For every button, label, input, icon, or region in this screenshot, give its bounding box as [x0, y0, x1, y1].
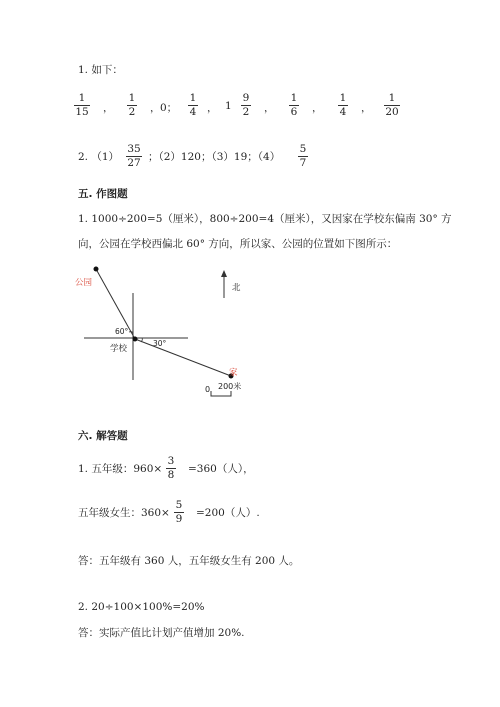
- fraction: $\frac{1}{15}$: [75, 92, 89, 118]
- park-point: [94, 267, 99, 272]
- q1-suffix: =360（人），: [188, 463, 254, 475]
- north-arrow-icon: [221, 270, 227, 277]
- separator: ，: [150, 102, 161, 114]
- north-label: 北: [232, 283, 241, 293]
- separator: ，: [312, 102, 323, 114]
- scale-bar: [211, 391, 231, 396]
- separator: ，: [207, 102, 218, 114]
- separator: ，: [103, 102, 114, 114]
- paragraph-line: 1. 1000÷200=5（厘米），800÷200=4（厘米），又因家在学校东偏南 30° 方: [78, 213, 452, 225]
- scale-label: 200米: [218, 382, 242, 391]
- separator: ，: [264, 102, 275, 114]
- section-title: 五. 作图题: [78, 188, 128, 200]
- park-label: 公园: [75, 278, 93, 288]
- home-label: 家: [229, 368, 238, 378]
- fraction: $\frac{9}{2}$: [242, 92, 250, 118]
- answer-line: 答：五年级有 360 人，五年级女生有 200 人。: [78, 555, 300, 567]
- separator: 0；: [160, 102, 178, 114]
- answer-line: 答：实际产值比计划产值增加 20%.: [78, 627, 245, 639]
- paragraph-line: 向，公园在学校西偏北 60° 方向，所以家、公园的位置如下图所示：: [78, 238, 398, 250]
- school-label: 学校: [110, 344, 128, 354]
- q1b-suffix: =200（人）.: [196, 507, 260, 519]
- separator: 1: [225, 100, 232, 112]
- q1-label: 1. 如下：: [78, 64, 123, 76]
- q1-prefix: 1. 五年级：960×: [78, 463, 163, 475]
- fraction: $\frac{1}{6}$: [290, 92, 298, 118]
- school-point: [133, 337, 138, 342]
- q2-prefix: 2. （1）: [78, 151, 120, 163]
- separator: ，: [361, 102, 372, 114]
- fraction: $\frac{1}{2}$: [128, 92, 136, 118]
- fraction: $\frac{5}{9}$: [175, 499, 183, 525]
- section-title: 六. 解答题: [78, 430, 128, 442]
- fraction: $\frac{3}{8}$: [167, 455, 175, 481]
- angle-label-30: 30°: [153, 339, 167, 348]
- q1b-prefix: 五年级女生：360×: [78, 507, 170, 519]
- fraction: $\frac{35}{27}$: [127, 143, 141, 169]
- fraction: $\frac{1}{20}$: [385, 92, 399, 118]
- q2-mid: ；（2）120；（3）19；（4）: [148, 151, 281, 163]
- scale-zero-label: 0: [205, 385, 211, 394]
- q2-line: 2. 20÷100×100%=20%: [78, 601, 205, 613]
- angle-label-60: 60°: [115, 327, 129, 336]
- home-ray: [135, 339, 231, 376]
- fraction: $\frac{1}{4}$: [339, 92, 347, 118]
- fraction: $\frac{5}{7}$: [299, 143, 307, 169]
- fraction: $\frac{1}{4}$: [189, 92, 197, 118]
